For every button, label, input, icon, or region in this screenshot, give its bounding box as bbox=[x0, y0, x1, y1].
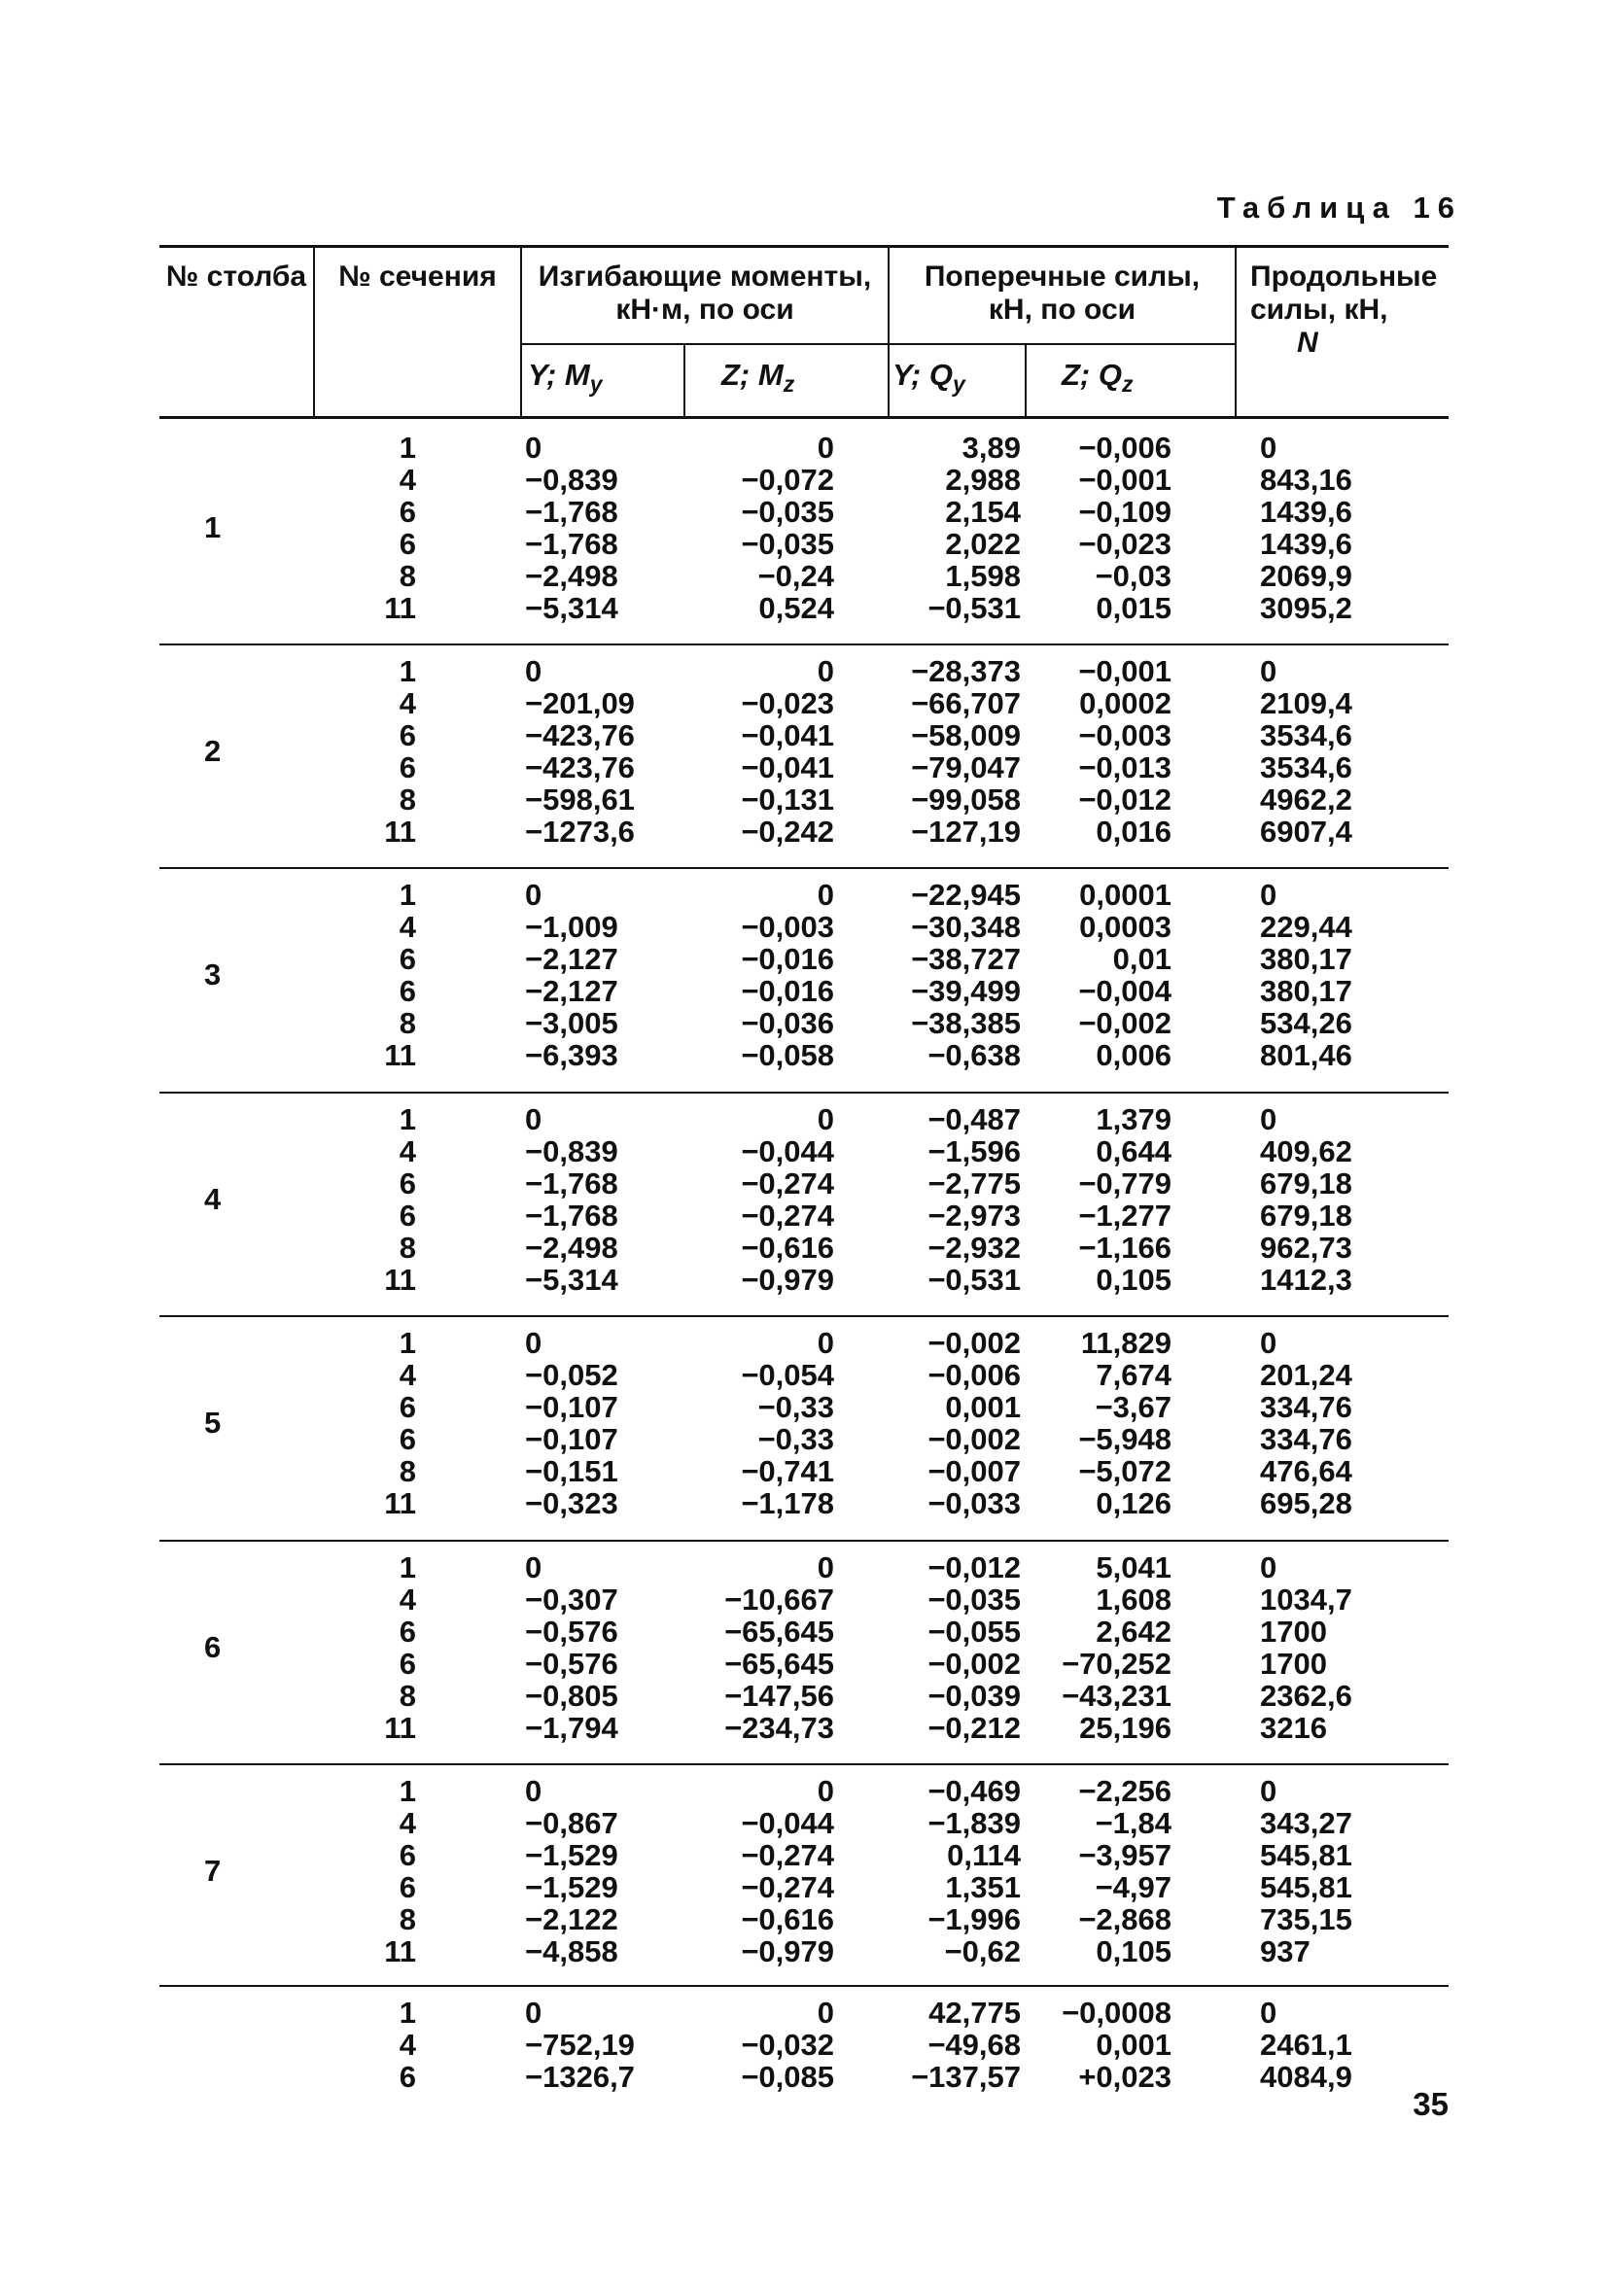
table-cell: −38,727 bbox=[911, 942, 1021, 976]
table-cell: −0,058 bbox=[741, 1038, 834, 1072]
table-cell: −28,373 bbox=[911, 654, 1021, 688]
group-rule bbox=[159, 1092, 1449, 1094]
table-cell: 1 bbox=[399, 431, 416, 465]
header-sub-qy: Y; $Q_y$ bbox=[892, 358, 965, 398]
table-cell: 11 bbox=[384, 1038, 416, 1072]
table-cell: −1,996 bbox=[927, 1902, 1021, 1936]
table-cell: 6 bbox=[399, 527, 416, 561]
table-cell: −58,009 bbox=[911, 718, 1021, 752]
table-cell: −0,016 bbox=[741, 942, 834, 976]
table-cell: −0,036 bbox=[741, 1006, 834, 1040]
table-cell: 2,642 bbox=[1096, 1615, 1171, 1649]
table-cell: 8 bbox=[399, 1231, 416, 1265]
table-cell: 0,524 bbox=[758, 591, 834, 625]
table-cell: −0,531 bbox=[927, 1263, 1021, 1297]
table-cell: 7,674 bbox=[1096, 1358, 1171, 1392]
table-cell: −0,006 bbox=[927, 1358, 1021, 1392]
table-cell: −0,62 bbox=[944, 1934, 1021, 1968]
table-cell: 0,0002 bbox=[1079, 686, 1171, 720]
table-cell: −3,67 bbox=[1095, 1390, 1171, 1424]
header-mid-rule bbox=[520, 343, 1236, 345]
table-cell: −0,741 bbox=[741, 1454, 834, 1488]
table-cell: 0,001 bbox=[945, 1390, 1021, 1424]
table-cell: −1,839 bbox=[927, 1806, 1021, 1840]
table-cell: −0,006 bbox=[1078, 431, 1171, 465]
table-cell: 4 bbox=[399, 1134, 416, 1168]
table-cell: −0,054 bbox=[741, 1358, 834, 1392]
table-cell: 6 bbox=[399, 1647, 416, 1681]
table-cell: −2,932 bbox=[927, 1231, 1021, 1265]
table-cell: +0,023 bbox=[1078, 2060, 1171, 2094]
table-cell: 1 bbox=[399, 1102, 416, 1136]
table-cell: −1,277 bbox=[1078, 1199, 1171, 1233]
table-cell: −65,645 bbox=[724, 1615, 834, 1649]
table-cell: −0,035 bbox=[741, 495, 834, 529]
table-cell: −1,166 bbox=[1078, 1231, 1171, 1265]
table-cell: −79,047 bbox=[911, 750, 1021, 784]
table-caption: Таблица 16 bbox=[1216, 191, 1462, 225]
table-cell: −137,57 bbox=[911, 2060, 1021, 2094]
table-cell: −0,007 bbox=[927, 1454, 1021, 1488]
table-cell: 8 bbox=[399, 1006, 416, 1040]
header-axial-line2: силы, кН, bbox=[1250, 294, 1388, 326]
header-shear bbox=[890, 261, 1235, 327]
header-shear-line2: кН, по оси bbox=[988, 294, 1136, 326]
table-cell: 0,01 bbox=[1112, 942, 1171, 976]
table-cell: −0,041 bbox=[741, 750, 834, 784]
column-number: 4 bbox=[204, 1182, 222, 1216]
table-cell: 6 bbox=[399, 1422, 416, 1456]
table-cell: −39,499 bbox=[911, 974, 1021, 1008]
table-cell: 0,105 bbox=[1096, 1934, 1171, 1968]
table-cell: 6 bbox=[399, 718, 416, 752]
table-cell: −0,023 bbox=[1078, 527, 1171, 561]
table-cell: 1,598 bbox=[945, 559, 1021, 593]
table-cell: 0,016 bbox=[1096, 815, 1171, 849]
table-cell: 2,154 bbox=[945, 495, 1021, 529]
header-sub-my: Y; $M_y$ bbox=[528, 358, 603, 398]
header-shear-line1: Поперечные силы, bbox=[924, 261, 1201, 293]
table-cell: −0,638 bbox=[927, 1038, 1021, 1072]
table-cell: 0 bbox=[817, 1996, 834, 2030]
group-rule bbox=[159, 867, 1449, 869]
table-cell: 6 bbox=[399, 495, 416, 529]
table-cell: 6 bbox=[399, 942, 416, 976]
table-cell: −0,002 bbox=[927, 1647, 1021, 1681]
table-cell: −0,487 bbox=[927, 1102, 1021, 1136]
table-cell: 25,196 bbox=[1079, 1711, 1171, 1745]
table-cell: −0,242 bbox=[741, 815, 834, 849]
table-cell: −0,131 bbox=[741, 783, 834, 817]
header-divider bbox=[1025, 344, 1027, 417]
table-cell: 0 bbox=[817, 1550, 834, 1584]
table-cell: −2,973 bbox=[927, 1199, 1021, 1233]
table-cell: 1,379 bbox=[1096, 1102, 1171, 1136]
column-number: 7 bbox=[204, 1854, 222, 1888]
header-divider bbox=[683, 344, 685, 417]
table-cell: −0,013 bbox=[1078, 750, 1171, 784]
table-cell: −0,033 bbox=[927, 1486, 1021, 1520]
table-cell: 6 bbox=[399, 1615, 416, 1649]
table-cell: 0 bbox=[817, 1326, 834, 1360]
group-rule bbox=[159, 1315, 1449, 1317]
table-cell: 8 bbox=[399, 1902, 416, 1936]
table-cell: −1,596 bbox=[927, 1134, 1021, 1168]
table-cell: −66,707 bbox=[911, 686, 1021, 720]
header-col-stolb: № столба bbox=[165, 261, 307, 293]
table-cell: −38,385 bbox=[911, 1006, 1021, 1040]
table-cell: −0,003 bbox=[1078, 718, 1171, 752]
table-cell: 1 bbox=[399, 1996, 416, 2030]
table-cell: 0,644 bbox=[1096, 1134, 1171, 1168]
table-cell: −0,33 bbox=[757, 1390, 834, 1424]
table-cell: 0,0001 bbox=[1079, 878, 1171, 912]
header-sub-mz: Z; $M_z$ bbox=[721, 358, 795, 398]
table-cell: −0,001 bbox=[1078, 654, 1171, 688]
table-cell: −0,979 bbox=[741, 1263, 834, 1297]
table-cell: −1,178 bbox=[741, 1486, 834, 1520]
table-cell: −0,274 bbox=[741, 1166, 834, 1200]
table-cell: 6 bbox=[399, 750, 416, 784]
header-moments-line2: кН·м, по оси bbox=[615, 294, 794, 326]
table-cell: −2,256 bbox=[1078, 1774, 1171, 1808]
table-cell: 8 bbox=[399, 1454, 416, 1488]
table-cell: −0,109 bbox=[1078, 495, 1171, 529]
table-cell: −0,616 bbox=[741, 1231, 834, 1265]
table-cell: 3,89 bbox=[961, 431, 1021, 465]
page-number: 35 bbox=[1413, 2086, 1449, 2122]
table-cell: −0,0008 bbox=[1062, 1996, 1171, 2030]
table-cell: 2,988 bbox=[945, 463, 1021, 497]
table-cell: −0,531 bbox=[927, 591, 1021, 625]
table-cell: −0,274 bbox=[741, 1838, 834, 1872]
header-axial-line1: Продольные bbox=[1250, 261, 1438, 293]
table-cell: 4 bbox=[399, 1358, 416, 1392]
table-cell: −0,035 bbox=[741, 527, 834, 561]
header-axial bbox=[1237, 261, 1462, 360]
table-cell: 1 bbox=[399, 1550, 416, 1584]
table-cell: 0,114 bbox=[947, 1838, 1021, 1872]
column-number: 2 bbox=[204, 734, 222, 768]
table-cell: 2,022 bbox=[945, 527, 1021, 561]
table-cell: −127,19 bbox=[911, 815, 1021, 849]
table-cell: −0,023 bbox=[741, 686, 834, 720]
table-cell: −0,085 bbox=[741, 2060, 834, 2094]
table-cell: −30,348 bbox=[911, 910, 1021, 944]
table-cell: −0,779 bbox=[1078, 1166, 1171, 1200]
table-cell: 0,0003 bbox=[1079, 910, 1171, 944]
table-cell: 11 bbox=[384, 1486, 416, 1520]
header-moments bbox=[522, 261, 888, 327]
header-axial-line3: N bbox=[1297, 327, 1318, 359]
table-cell: 0,126 bbox=[1096, 1486, 1171, 1520]
table-cell: −0,012 bbox=[927, 1550, 1021, 1584]
table-cell: −43,231 bbox=[1062, 1679, 1171, 1713]
table-cell: 6 bbox=[399, 1870, 416, 1904]
table-cell: 4 bbox=[399, 686, 416, 720]
table-cell: 0,105 bbox=[1096, 1263, 1171, 1297]
table-cell: −0,24 bbox=[757, 559, 834, 593]
table-cell: −5,948 bbox=[1078, 1422, 1171, 1456]
table-cell: −0,039 bbox=[927, 1679, 1021, 1713]
table-cell: 1,351 bbox=[945, 1870, 1021, 1904]
column-number: 3 bbox=[204, 957, 222, 991]
table-cell: 8 bbox=[399, 559, 416, 593]
table-cell: −99,058 bbox=[911, 783, 1021, 817]
table-cell: 11 bbox=[384, 591, 416, 625]
table-cell: 4 bbox=[399, 2028, 416, 2062]
table-cell: −0,212 bbox=[927, 1711, 1021, 1745]
table-cell: 0 bbox=[817, 654, 834, 688]
table-cell: −49,68 bbox=[927, 2028, 1021, 2062]
table-cell: −0,035 bbox=[927, 1583, 1021, 1617]
table-cell: −0,002 bbox=[927, 1422, 1021, 1456]
table-cell: 6 bbox=[399, 1166, 416, 1200]
table-cell: 1 bbox=[399, 878, 416, 912]
table-cell: −4,97 bbox=[1095, 1870, 1171, 1904]
table-cell: 6 bbox=[399, 974, 416, 1008]
table-cell: 1 bbox=[399, 654, 416, 688]
table-cell: −0,041 bbox=[741, 718, 834, 752]
table-cell: −1,84 bbox=[1095, 1806, 1171, 1840]
table-cell: 0 bbox=[817, 1774, 834, 1808]
table-cell: 4 bbox=[399, 910, 416, 944]
table-cell: −0,03 bbox=[1095, 559, 1171, 593]
table-cell: 4 bbox=[399, 1806, 416, 1840]
table-cell: 6 bbox=[399, 1838, 416, 1872]
group-rule bbox=[159, 1540, 1449, 1542]
table-cell: 0,001 bbox=[1096, 2028, 1171, 2062]
table-cell: −234,73 bbox=[724, 1711, 834, 1745]
table-cell: 11 bbox=[384, 1263, 416, 1297]
table-cell: −0,044 bbox=[741, 1806, 834, 1840]
table-cell: 8 bbox=[399, 1679, 416, 1713]
table-cell: 11 bbox=[384, 1934, 416, 1968]
table-cell: 0,006 bbox=[1096, 1038, 1171, 1072]
table-cell: −0,004 bbox=[1078, 974, 1171, 1008]
table-cell: −0,001 bbox=[1078, 463, 1171, 497]
table-cell: −22,945 bbox=[911, 878, 1021, 912]
table-cell: −0,274 bbox=[741, 1199, 834, 1233]
table-cell: 5,041 bbox=[1096, 1550, 1171, 1584]
table-cell: 6 bbox=[399, 2060, 416, 2094]
header-bottom-rule bbox=[159, 416, 1449, 419]
group-rule bbox=[159, 1763, 1449, 1765]
header-top-rule bbox=[159, 245, 1449, 248]
table-cell: −2,868 bbox=[1078, 1902, 1171, 1936]
table-cell: 11 bbox=[384, 1711, 416, 1745]
table-cell: 8 bbox=[399, 783, 416, 817]
column-number: 5 bbox=[204, 1406, 222, 1440]
table-cell: −70,252 bbox=[1062, 1647, 1171, 1681]
group-rule bbox=[159, 1985, 1449, 1987]
table-cell: −3,957 bbox=[1078, 1838, 1171, 1872]
group-rule bbox=[159, 644, 1449, 645]
header-moments-line1: Изгибающие моменты, bbox=[538, 261, 872, 293]
table-cell: −0,616 bbox=[741, 1902, 834, 1936]
table-cell: −0,002 bbox=[927, 1326, 1021, 1360]
table-cell: 0 bbox=[817, 1102, 834, 1136]
table-cell: 1 bbox=[399, 1326, 416, 1360]
table-cell: 6 bbox=[399, 1390, 416, 1424]
table-cell: 11 bbox=[384, 815, 416, 849]
table-cell: −0,33 bbox=[757, 1422, 834, 1456]
header-sub-qz: Z; $Q_z$ bbox=[1062, 358, 1134, 398]
table-cell: −0,016 bbox=[741, 974, 834, 1008]
table-cell: −65,645 bbox=[724, 1647, 834, 1681]
column-number: 1 bbox=[204, 510, 222, 544]
column-number: 6 bbox=[204, 1630, 222, 1664]
table-cell: 0,015 bbox=[1096, 591, 1171, 625]
table-cell: −0,274 bbox=[741, 1870, 834, 1904]
table-cell: −0,044 bbox=[741, 1134, 834, 1168]
table-cell: 1,608 bbox=[1096, 1583, 1171, 1617]
table-cell: −0,012 bbox=[1078, 783, 1171, 817]
table-cell: −0,469 bbox=[927, 1774, 1021, 1808]
table-cell: 0 bbox=[817, 878, 834, 912]
table-cell: 6 bbox=[399, 1199, 416, 1233]
table-cell: −0,055 bbox=[927, 1615, 1021, 1649]
table-cell: 0 bbox=[817, 431, 834, 465]
table-cell: −10,667 bbox=[724, 1583, 834, 1617]
table-cell: −0,002 bbox=[1078, 1006, 1171, 1040]
table-cell: −2,775 bbox=[927, 1166, 1021, 1200]
table-cell: −0,979 bbox=[741, 1934, 834, 1968]
table-cell: −0,072 bbox=[741, 463, 834, 497]
table-cell: 1 bbox=[399, 1774, 416, 1808]
table-cell: 11,829 bbox=[1080, 1326, 1171, 1360]
table-cell: −0,032 bbox=[741, 2028, 834, 2062]
table-cell: −5,072 bbox=[1078, 1454, 1171, 1488]
table-cell: 4 bbox=[399, 1583, 416, 1617]
table-cell: −0,003 bbox=[741, 910, 834, 944]
table-cell: 42,775 bbox=[928, 1996, 1021, 2030]
table-cell: −147,56 bbox=[724, 1679, 834, 1713]
table-cell: 4 bbox=[399, 463, 416, 497]
header-col-sech: № сечения bbox=[338, 261, 497, 293]
